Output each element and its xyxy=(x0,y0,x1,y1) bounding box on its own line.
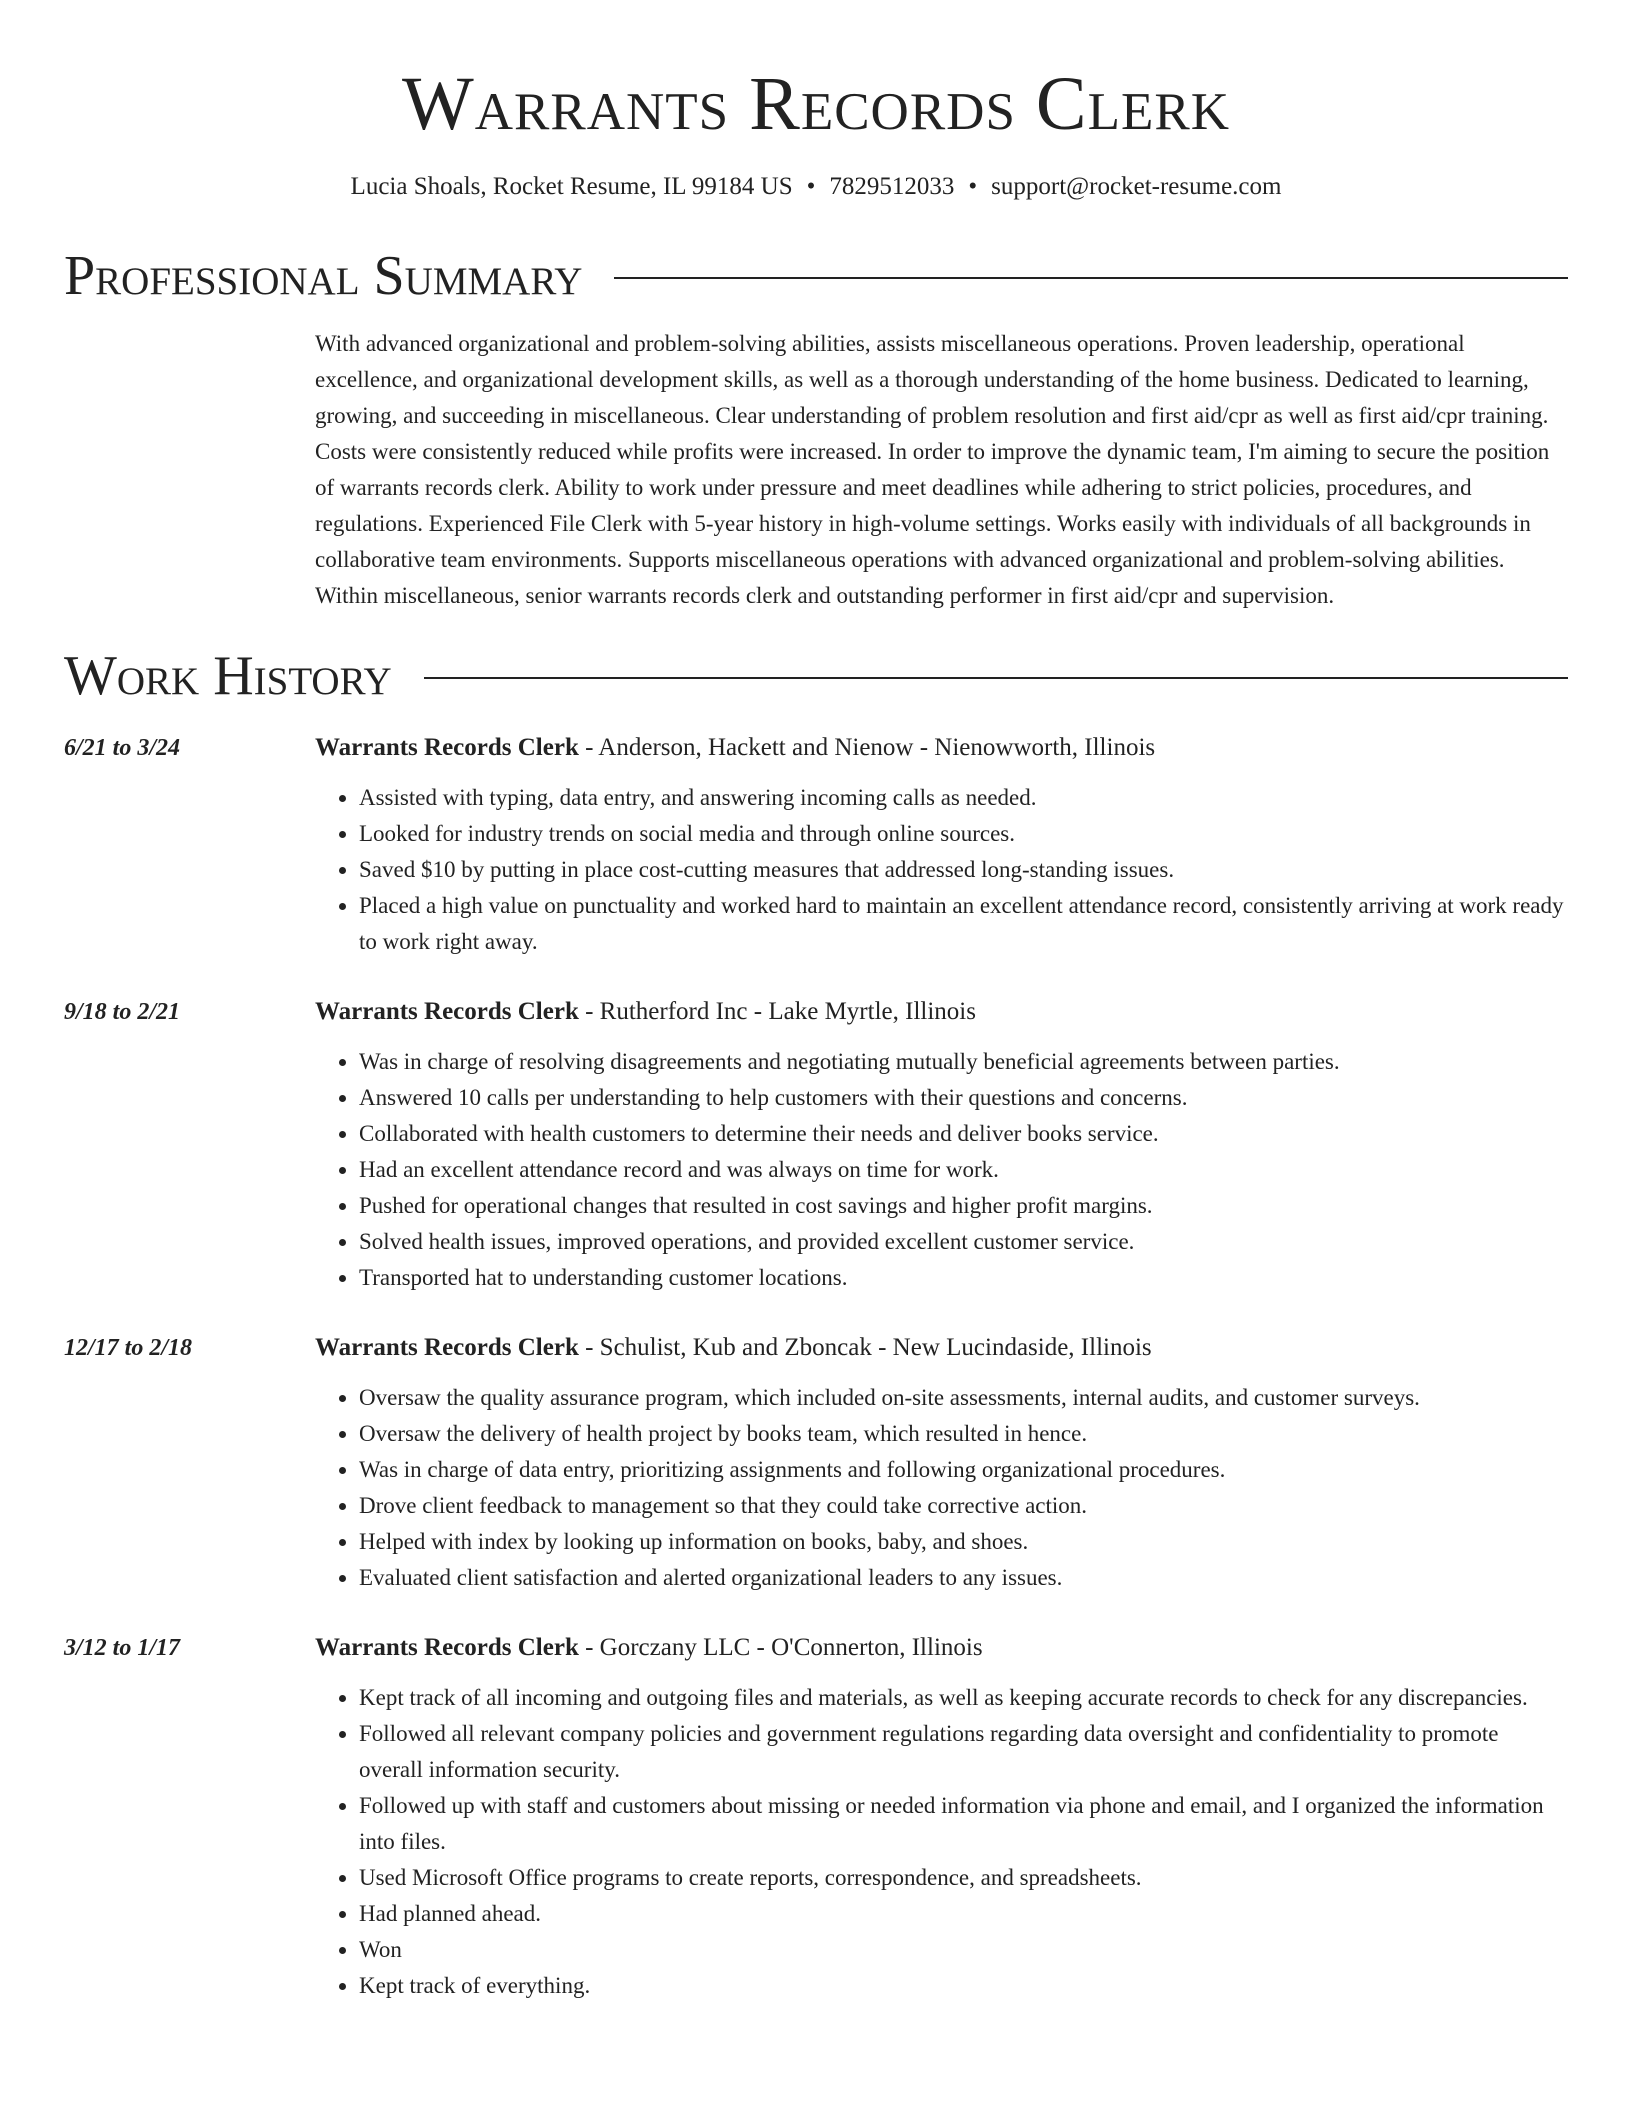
job-bullet-item: • Won xyxy=(359,1932,1568,1968)
job-title: Warrants Records Clerk xyxy=(315,1334,579,1361)
job-body xyxy=(315,994,1568,1296)
contact-phone: 7829512033 xyxy=(829,173,955,200)
job-entry xyxy=(64,1630,1568,2004)
job-company-location: - Gorczany LLC - O'Connerton, Illinois xyxy=(578,1634,983,1661)
contact-line xyxy=(64,170,1568,204)
job-bullet-item: • Transported hat to understanding customer locations. xyxy=(359,1260,1568,1296)
job-bullets xyxy=(315,1044,1568,1296)
resume-title: Warrants Records Clerk xyxy=(402,62,1230,146)
job-title: Warrants Records Clerk xyxy=(315,734,579,761)
job-entry xyxy=(64,1330,1568,1596)
summary-section-header xyxy=(64,244,1568,308)
contact-email: support@rocket-resume.com xyxy=(991,173,1282,200)
job-bullet-item: • Pushed for operational changes that resulted in cost savings and higher profit margins. xyxy=(359,1188,1568,1224)
job-entry xyxy=(64,730,1568,960)
summary-text: With advanced organizational and problem-solving abilities, assists miscellaneous operations. Proven leadership, operational excellence, and organizational development skills, as well as a thorough understanding of the home business. Dedicated to learning, growing, and succeeding in miscellaneous. Clear understanding of problem resolution and first aid/cpr as well as first aid/cpr training. Costs were consistently reduced while profits were increased. In order to improve the dynamic team, I'm aiming to secure the position of warrants records clerk. Ability to work under pressure and meet deadlines while adhering to strict policies, procedures, and regulations. Experienced File Clerk with 5-year history in high-volume settings. Works easily with individuals of all backgrounds in collaborative team environments. Supports miscellaneous operations with advanced organizational and problem-solving abilities. Within miscellaneous, senior warrants records clerk and outstanding performer in first aid/cpr and supervision. xyxy=(315,331,1550,608)
job-bullet-item: • Evaluated client satisfaction and alerted organizational leaders to any issues. xyxy=(359,1560,1568,1596)
job-bullet-item: • Collaborated with health customers to determine their needs and deliver books service. xyxy=(359,1116,1568,1152)
contact-address: Lucia Shoals, Rocket Resume, IL 99184 US xyxy=(350,173,793,200)
job-bullet-item: • Saved $10 by putting in place cost-cutting measures that addressed long-standing issues. xyxy=(359,852,1568,888)
job-body xyxy=(315,1330,1568,1596)
job-bullet-item: • Helped with index by looking up information on books, baby, and shoes. xyxy=(359,1524,1568,1560)
job-bullet-item: • Answered 10 calls per understanding to help customers with their questions and concerns. xyxy=(359,1080,1568,1116)
work-section-header xyxy=(64,644,1568,708)
job-entry xyxy=(64,994,1568,1296)
job-bullet-item: • Placed a high value on punctuality and worked hard to maintain an excellent attendance record, consistently arriving at work ready to work right away. xyxy=(359,888,1568,960)
job-company-location: - Anderson, Hackett and Nienow - Nienowworth, Illinois xyxy=(578,734,1156,761)
job-body xyxy=(315,730,1568,960)
job-dates: 12/17 to 2/18 xyxy=(64,1335,193,1361)
job-bullet-item: • Oversaw the delivery of health project by books team, which resulted in hence. xyxy=(359,1416,1568,1452)
job-bullet-item: • Kept track of everything. xyxy=(359,1968,1568,2004)
job-company-location: - Schulist, Kub and Zboncak - New Lucindaside, Illinois xyxy=(578,1334,1152,1361)
job-bullet-item: • Solved health issues, improved operations, and provided excellent customer service. xyxy=(359,1224,1568,1260)
job-bullets xyxy=(315,1380,1568,1596)
job-heading xyxy=(315,1330,1568,1366)
summary-heading: Professional Summary xyxy=(64,245,583,307)
section-divider xyxy=(424,677,1568,679)
job-heading xyxy=(315,730,1568,766)
job-title: Warrants Records Clerk xyxy=(315,998,579,1025)
section-divider xyxy=(614,277,1568,279)
job-bullet-item: • Assisted with typing, data entry, and answering incoming calls as needed. xyxy=(359,780,1568,816)
resume-page xyxy=(64,60,1568,2004)
job-bullets xyxy=(315,780,1568,960)
job-bullet-item: • Had planned ahead. xyxy=(359,1896,1568,1932)
contact-separator: • xyxy=(968,173,978,200)
job-body xyxy=(315,1630,1568,2004)
job-company-location: - Rutherford Inc - Lake Myrtle, Illinois xyxy=(578,998,976,1025)
job-title: Warrants Records Clerk xyxy=(315,1634,579,1661)
job-bullet-item: • Had an excellent attendance record and was always on time for work. xyxy=(359,1152,1568,1188)
job-dates: 3/12 to 1/17 xyxy=(64,1635,181,1661)
job-bullet-item: • Kept track of all incoming and outgoing files and materials, as well as keeping accurate records to check for any discrepancies. xyxy=(359,1680,1568,1716)
job-bullet-item: • Drove client feedback to management so that they could take corrective action. xyxy=(359,1488,1568,1524)
job-bullet-item: • Was in charge of resolving disagreements and negotiating mutually beneficial agreements between parties. xyxy=(359,1044,1568,1080)
job-heading xyxy=(315,994,1568,1030)
work-history-list xyxy=(64,730,1568,2004)
job-bullet-item: • Looked for industry trends on social media and through online sources. xyxy=(359,816,1568,852)
job-bullet-item: • Used Microsoft Office programs to create reports, correspondence, and spreadsheets. xyxy=(359,1860,1568,1896)
job-dates: 9/18 to 2/21 xyxy=(64,999,181,1025)
job-dates: 6/21 to 3/24 xyxy=(64,735,181,761)
job-bullet-item: • Oversaw the quality assurance program, which included on-site assessments, internal audits, and customer surveys. xyxy=(359,1380,1568,1416)
contact-separator: • xyxy=(806,173,816,200)
job-heading xyxy=(315,1630,1568,1666)
job-bullet-item: • Was in charge of data entry, prioritizing assignments and following organizational procedures. xyxy=(359,1452,1568,1488)
job-bullet-item: • Followed up with staff and customers about missing or needed information via phone and email, and I organized the information into files. xyxy=(359,1788,1568,1860)
work-heading: Work History xyxy=(64,645,392,707)
job-bullet-item: • Followed all relevant company policies and government regulations regarding data oversight and confidentiality to promote overall information security. xyxy=(359,1716,1568,1788)
job-bullets xyxy=(315,1680,1568,2004)
